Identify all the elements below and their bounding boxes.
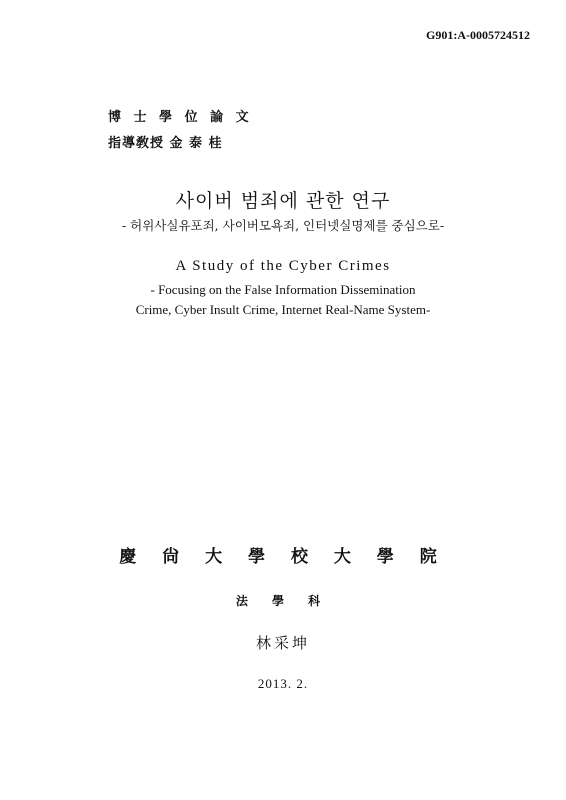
advisor-line: 指導敎授 金 泰 桂 xyxy=(108,136,223,151)
university-name: 慶 尙 大 學 校 大 學 院 xyxy=(119,547,447,567)
department-name: 法 學 科 xyxy=(235,594,331,608)
degree-type: 博 士 學 位 論 文 xyxy=(108,110,253,125)
author-name: 林采坤 xyxy=(255,634,310,652)
english-title: A Study of the Cyber Crimes xyxy=(175,258,391,274)
submission-date: 2013. 2. xyxy=(257,676,309,691)
english-subtitle-line1: - Focusing on the False Information Dissemination xyxy=(150,282,416,297)
document-id: G901:A-0005724512 xyxy=(426,28,530,42)
korean-subtitle: - 허위사실유포죄, 사이버모욕죄, 인터넷실명제를 중심으로- xyxy=(121,218,445,233)
korean-title: 사이버 범죄에 관한 연구 xyxy=(175,190,391,212)
english-subtitle-line2: Crime, Cyber Insult Crime, Internet Real-Name System- xyxy=(135,302,431,317)
